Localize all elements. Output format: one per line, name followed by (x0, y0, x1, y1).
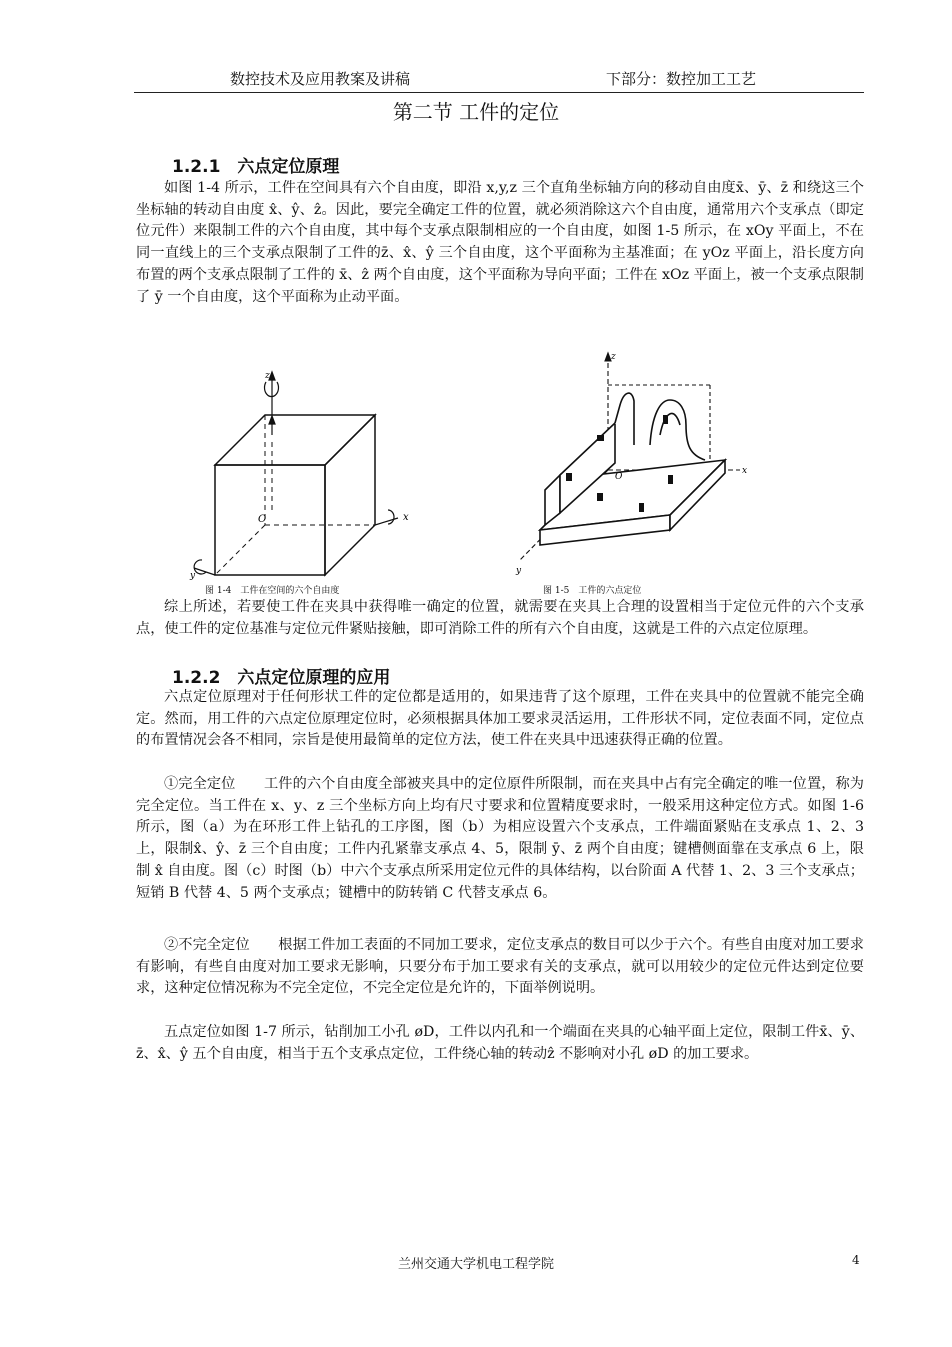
figure-1-4-caption: 图 1-4 工件在空间的六个自由度 (205, 586, 340, 596)
page-header (134, 68, 864, 93)
footer-institution: 兰州交通大学机电工程学院 (397, 1257, 554, 1272)
paragraph-summary: 综上所述，若要使工件在夹具中获得唯一确定的位置，就需要在夹具上合理的设置相当于定位元件的六个支承点，使工件的定位基准与定位元件紧贴接触，即可消除工件的所有六个自由度，这就是工件的六点定位原理。 (136, 599, 864, 637)
axis-label-y: y (190, 571, 196, 581)
header-right: 下部分：数控加工工艺 (606, 70, 757, 88)
header-left: 数控技术及应用教案及讲稿 (230, 70, 411, 88)
page-number: 4 (852, 1253, 860, 1267)
figure-1-4-cube (180, 360, 430, 585)
origin-label: O (615, 472, 623, 482)
paragraph-incomplete-positioning: ②不完全定位 根据工件加工表面的不同加工要求，定位支承点的数目可以少于六个。有些自由度对加工要求有影响，有些自由度对加工要求无影响，只要分布于加工要求有关的支承点，就可以用较少的定位元件达到定位要求，这种定位情况称为不完全定位，不完全定位是允许的，下面举例说明。 (136, 937, 864, 997)
cube-right-face (325, 415, 375, 575)
origin-label: O (258, 514, 267, 525)
axis-label-z: z (611, 352, 616, 362)
heading-1-2-1: 1.2.1 六点定位原理 (172, 157, 340, 177)
paragraph-six-point-intro: 如图 1-4 所示，工件在空间具有六个自由度，即沿 x,y,z 三个直角坐标轴方向的移动自由度x̄、ȳ、z̄ 和绕这三个坐标轴的转动自由度 x̂、ŷ、ẑ。因此，要完全确定工件的位置，就必须消除这六个自由度，通常用六个支承点（即定位元件）来限制工件的六个自由度，其中每个支承点限制相应的一个自由度，如图 1-5 所示，在 xOy 平面上，不在同一直线上的三个支承点限制了工件的z̄、x̂、ŷ 三个自由度，这个平面称为主基准面；在 yOz 平面上，沿长度方向布置的两个支承点限制了工件的 x̄、ẑ 两个自由度，这个平面称为导向平面；工件在 xOz 平面上，被一个支承点限制了 ȳ 一个自由度，这个平面称为止动平面。 (136, 180, 864, 305)
heading-1-2-2: 1.2.2 六点定位原理的应用 (172, 668, 391, 688)
axis-label-x: x (403, 512, 409, 523)
section-title: 第二节 工件的定位 (392, 100, 560, 124)
figure-1-5-caption: 图 1-5 工件的六点定位 (543, 586, 642, 596)
paragraph-five-point: 五点定位如图 1-7 所示，钻削加工小孔 øD，工件以内孔和一个端面在夹具的心轴平面上定位，限制工件x̄、ȳ、z̄、x̂、ŷ 五个自由度，相当于五个支承点定位，工件绕心轴的转动ẑ 不影响对小孔 øD 的加工要求。 (136, 1024, 865, 1062)
axis-label-z: z (265, 371, 270, 381)
paragraph-application: 六点定位原理对于任何形状工件的定位都是适用的，如果违背了这个原理，工件在夹具中的位置就不能完全确定。然而，用工件的六点定位原理定位时，必须根据具体加工要求灵活运用，工件形状不同，定位表面不同，定位点的布置情况会各不相同，宗旨是使用最简单的定位方法，使工件在夹具中迅速获得正确的位置。 (136, 689, 864, 749)
figure-1-5-fixture (500, 345, 760, 585)
axis-label-x: x (742, 466, 748, 476)
axis-label-y: y (516, 566, 522, 576)
paragraph-complete-positioning: ①完全定位 工件的六个自由度全部被夹具中的定位原件所限制，而在夹具中占有完全确定的唯一位置，称为完全定位。当工件在 x、y、z 三个坐标方向上均有尺寸要求和位置精度要求时，一般采用这种定位方式。如图 1-6 所示，图（a）为在环形工件上钻孔的工序图，图（b）为相应设置六个支承点，工件端面紧贴在支承点 1、2、3 上，限制x̂、ŷ、z̄ 三个自由度；工件内孔紧靠支承点 4、5，限制 ȳ、z̄ 两个自由度；键槽侧面靠在支承点 6 上，限制 x̂ 自由度。图（c）时图（b）中六个支承点所采用定位元件的具体结构，以台阶面 A 代替 1、2、3 三个支承点；短销 B 代替 4、5 两个支承点；键槽中的防转销 C 代替支承点 6。 (136, 776, 864, 901)
